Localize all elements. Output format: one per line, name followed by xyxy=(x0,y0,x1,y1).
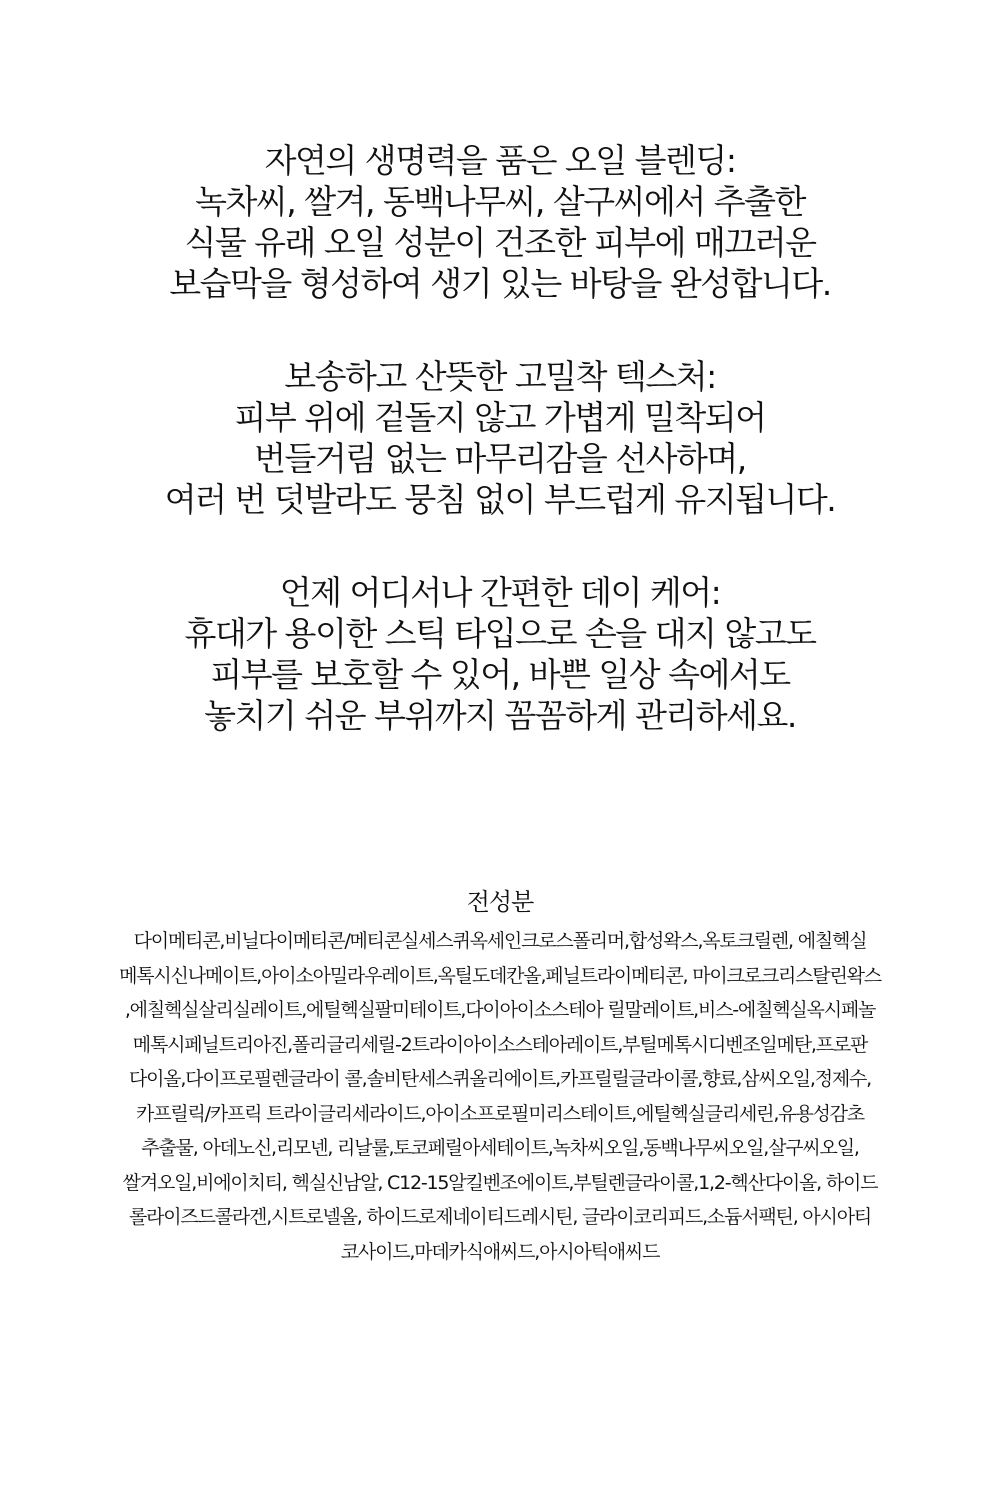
ingredients-line: ,에칠헥실살리실레이트,에틸헥실팔미테이트,다이아이소스테아 릴말레이트,비스-에칠헥실옥시페놀 xyxy=(124,999,876,1021)
ingredients-line: 롤라이즈드콜라겐,시트로넬올, 하이드로제네이티드레시틴, 글라이코리피드,소듐서팩틴, 아시아티 xyxy=(128,1206,872,1228)
ingredients-line: 메톡시페닐트리아진,폴리글리세릴-2트라이아이소스테아레이트,부틸메톡시디벤조일메탄,프로판 xyxy=(132,1033,868,1056)
ingredients-line: 카프릴릭/카프릭 트라이글리세라이드,아이소프로필미리스테이트,에틸헥실글리세린,유용성감초 xyxy=(136,1102,864,1125)
ingredients-line: 코사이드,마데카식애씨드,아시아틱애씨드 xyxy=(340,1240,660,1263)
feature-text-line: 피부를 보호할 수 있어, 바쁜 일상 속에서도 xyxy=(210,655,790,694)
feature-text-line: 보습막을 형성하여 생기 있는 바탕을 완성합니다. xyxy=(169,264,831,303)
ingredients-section xyxy=(0,880,1000,1269)
feature-heading: 자연의 생명력을 품은 오일 블렌딩: xyxy=(264,141,736,180)
ingredients-line: 쌀겨오일,비에이치티, 헥실신남알, C12-15알킬벤조에이트,부틸렌글라이콜,1,2-헥산다이올, 하이드 xyxy=(122,1171,878,1194)
feature-texture xyxy=(0,356,1000,520)
feature-descriptions xyxy=(0,140,1000,788)
ingredients-line: 추출물, 아데노신,리모넨, 리날룰,토코페릴아세테이트,녹차씨오일,동백나무씨오일,살구씨오일, xyxy=(141,1137,859,1159)
ingredients-line: 메톡시신나메이트,아이소아밀라우레이트,옥틸도데칸올,페닐트라이메티콘, 마이크로크리스탈린왁스 xyxy=(119,964,881,987)
ingredients-line: 다이올,다이프로필렌글라이 콜,솔비탄세스퀴올리에이트,카프릴릴글라이콜,향료,삼씨오일,정제수, xyxy=(128,1068,872,1090)
feature-text-line: 휴대가 용이한 스틱 타입으로 손을 대지 않고도 xyxy=(184,614,816,653)
feature-heading: 보송하고 산뜻한 고밀착 텍스처: xyxy=(284,357,716,396)
ingredients-title: 전성분 xyxy=(466,888,534,916)
feature-text-line: 여러 번 덧발라도 뭉침 없이 부드럽게 유지됩니다. xyxy=(164,480,836,519)
feature-heading: 언제 어디서나 간편한 데이 케어: xyxy=(279,573,721,612)
feature-text-line: 녹차씨, 쌀겨, 동백나무씨, 살구씨에서 추출한 xyxy=(195,182,805,221)
feature-text-line: 번들거림 없는 마무리감을 선사하며, xyxy=(254,439,746,478)
ingredients-line: 다이메티콘,비닐다이메티콘/메티콘실세스퀴옥세인크로스폴리머,합성왁스,옥토크릴렌, 에칠헥실 xyxy=(133,930,867,952)
feature-oil-blending xyxy=(0,140,1000,304)
feature-text-line: 놓치기 쉬운 부위까지 꼼꼼하게 관리하세요. xyxy=(204,696,796,735)
feature-day-care xyxy=(0,572,1000,736)
feature-text-line: 피부 위에 겉돌지 않고 가볍게 밀착되어 xyxy=(234,398,766,437)
feature-text-line: 식물 유래 오일 성분이 건조한 피부에 매끄러운 xyxy=(184,223,816,262)
